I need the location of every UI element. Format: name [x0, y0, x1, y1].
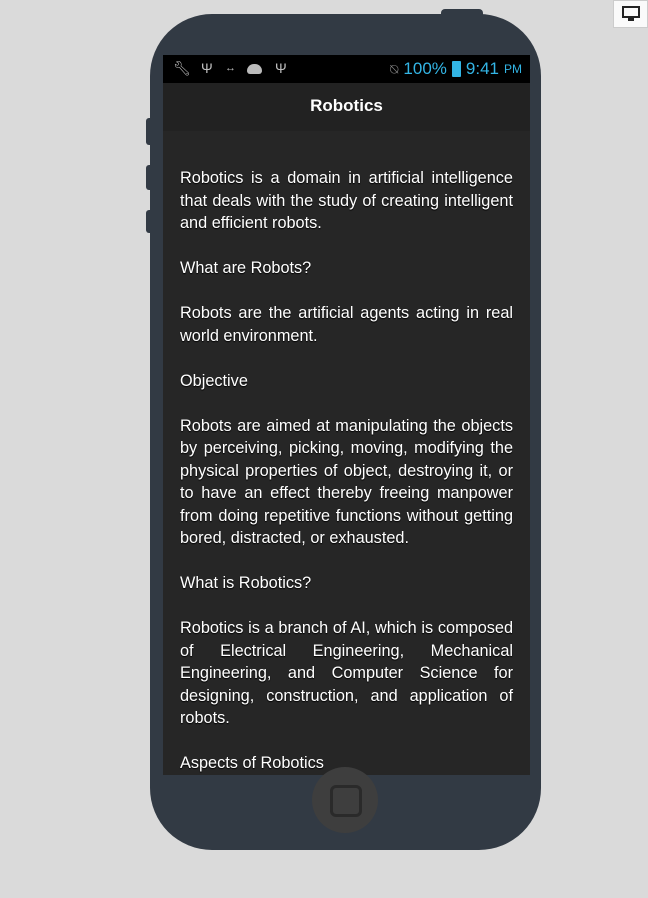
- paragraph: Robotics is a branch of AI, which is composed of Electrical Engineering, Mechanical Engineering, and Computer Science for designing, construction, and application of robots.: [180, 619, 513, 727]
- paragraph: Robots are the artificial agents acting in real world environment.: [180, 304, 513, 345]
- paragraph: Robotics is a domain in artificial intelligence that deals with the study of creating intelligent and efficient robots.: [180, 169, 513, 232]
- page-title: Robotics: [163, 83, 530, 131]
- heading: What is Robotics?: [180, 574, 312, 592]
- arrows-icon: ↔: [225, 62, 236, 74]
- android-icon: [247, 64, 262, 74]
- battery-icon: [452, 61, 461, 77]
- paragraph: Robots are aimed at manipulating the objects by perceiving, picking, moving, modifying the physical properties of object, destroying it, or to have an effect thereby freeing manpower from doing repetitive functions without getting bored, distracted, or exhausted.: [180, 416, 513, 547]
- monitor-icon: [622, 6, 640, 22]
- clock: 9:41: [465, 59, 499, 78]
- mute-icon: ⍉: [390, 60, 399, 77]
- home-square-icon: [330, 785, 362, 817]
- article-content: [180, 167, 513, 775]
- clock-ampm: PM: [504, 62, 522, 76]
- usb-icon: Ψ: [275, 60, 287, 76]
- phone-screen: [163, 55, 530, 775]
- heading: Aspects of Robotics: [180, 754, 324, 772]
- usb-icon: Ψ: [201, 60, 213, 76]
- desktop-view-button[interactable]: [613, 0, 648, 28]
- home-button[interactable]: [312, 767, 378, 833]
- wrench-icon: 🔧︎: [173, 60, 191, 76]
- heading: Objective: [180, 371, 248, 390]
- battery-percent: 100%: [403, 59, 447, 78]
- heading: What are Robots?: [180, 259, 312, 277]
- status-bar: [163, 55, 530, 83]
